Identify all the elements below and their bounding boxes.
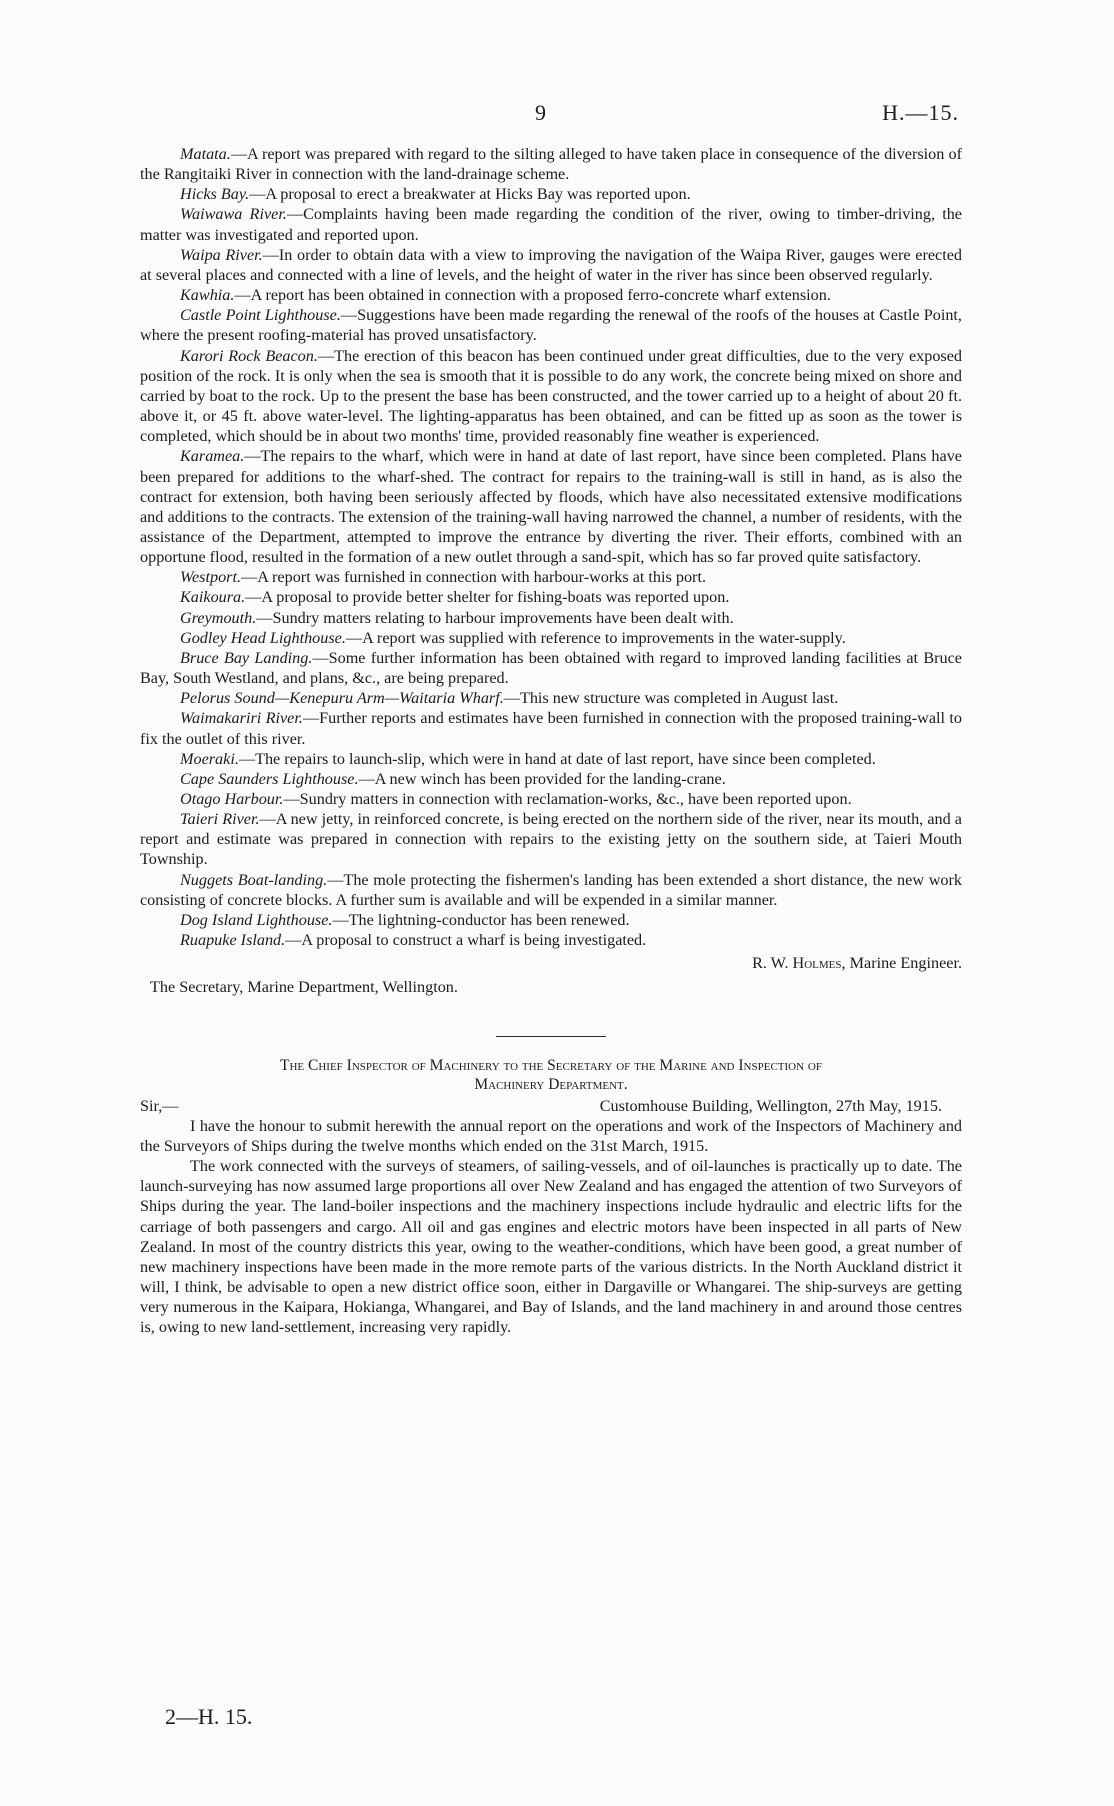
report-entry [140, 285, 962, 305]
entry-title: Karori Rock Beacon. [180, 346, 318, 365]
entry-title: Karamea. [180, 447, 245, 466]
entry-text: —Sundry matters in connection with reclamation-works, &c., have been reported upon. [283, 790, 852, 808]
letter-heading [140, 1056, 962, 1094]
entry-title: Nuggets Boat-landing. [180, 870, 328, 889]
section-divider [496, 1036, 606, 1037]
entry-title: Greymouth. [180, 608, 257, 627]
letter-paragraph: The work connected with the surveys of steamers, of sailing-vessels, and of oil-launches is practically up to date. The launch-surveying has now assumed large proportions all over New Zealand and has engaged the attention of two Surveyors of Ships during the year. The land-boiler inspections and the machinery inspections include hydraulic and electric lifts for the carriage of both passengers and cargo. All oil and gas engines and electric motors have been inspected in all parts of New Zealand. In most of the country districts this year, owing to the weather-conditions, which have been good, a great number of new machinery inspections have been made in the more remote parts of the various districts. In the North Auckland district it will, I think, be advisable to open a new district office soon, either in Dargaville or Whangarei. The ship-surveys are getting very numerous in the Kaipara, Hokianga, Whangarei, and Bay of Islands, and the land machinery in and around those centres is, owing to new land-settlement, increasing very rapidly. [140, 1157, 962, 1337]
report-entry [140, 587, 962, 607]
entry-text: —A report has been obtained in connection with a proposed ferro-concrete wharf extension. [234, 286, 831, 305]
letter-body [140, 1116, 962, 1338]
entry-title: Ruapuke Island. [180, 931, 286, 950]
salutation-dateline [140, 1096, 962, 1116]
dateline: Customhouse Building, Wellington, 27th May, 1915. [599, 1096, 942, 1115]
report-entry [140, 144, 962, 184]
signature-name: R. W. Holmes [752, 954, 842, 973]
report-entry [140, 567, 962, 587]
entry-text: —Suggestions have been made regarding the renewal of the roofs of the houses at Castle Point, where the present roofing-material has proved unsatisfactory. [140, 306, 962, 345]
report-entry [140, 708, 962, 748]
entry-title: Castle Point Lighthouse. [180, 306, 341, 325]
entry-title: Waiwawa River. [180, 205, 287, 224]
entry-text: —This new structure was completed in August last. [503, 689, 839, 708]
signature [140, 953, 962, 973]
report-entry [140, 930, 962, 950]
signature-title: , Marine Engineer. [841, 954, 962, 973]
entry-text: —The mole protecting the fishermen's landing has been extended a short distance, the new work consisting of concrete blocks. A further sum is available and will be expended in a similar manner. [140, 870, 962, 909]
addressee: The Secretary, Marine Department, Wellington. [150, 978, 458, 997]
entry-title: Taieri River. [180, 810, 260, 829]
entry-title: Cape Saunders Lighthouse. [180, 769, 359, 788]
entry-text: —Sundry matters relating to harbour improvements have been dealt with. [256, 608, 734, 627]
entry-title: Waimakariri River. [180, 709, 303, 728]
report-entry [140, 688, 962, 708]
entry-title: Otago Harbour. [180, 790, 284, 808]
report-entry [140, 608, 962, 628]
report-entry [140, 446, 962, 567]
entry-text: —The repairs to the wharf, which were in hand at date of last report, have since been completed. Plans have been prepared for additions to the wharf-shed. The contract for repairs to the training-wall is still in hand, as is also the contract for extension, both having been seriously affected by floods, which have also necessitated extensive modifications and additions to the contracts. The extension of the training-wall having narrowed the channel, a number of residents, with the assistance of the Department, attempted to improve the entrance by diverting the river. Their efforts, combined with an opportune flood, resulted in the formation of a new outlet through a sand-spit, which has so far proved quite satisfactory. [140, 447, 962, 567]
entry-title: Godley Head Lighthouse. [180, 628, 346, 647]
report-entry [140, 749, 962, 769]
entry-text: —Further reports and estimates have been furnished in connection with the proposed training-wall to fix the outlet of this river. [140, 709, 962, 748]
page-number: 9 [535, 100, 546, 125]
entry-title: Westport. [180, 568, 242, 587]
entry-title: Hicks Bay. [180, 185, 250, 204]
entry-text: —A new jetty, in reinforced concrete, is being erected on the northern side of the river, near its mouth, and a report and estimate was prepared in connection with repairs to the existing jetty on the southern side, at Taieri Mouth Township. [140, 810, 962, 869]
report-entry [140, 910, 962, 930]
report-entry [140, 870, 962, 910]
entry-title: Pelorus Sound—Kenepuru Arm—Waitaria Wharf. [180, 689, 504, 708]
entry-title: Kawhia. [180, 286, 235, 305]
report-entry [140, 305, 962, 345]
document-reference: H.—15. [882, 100, 959, 125]
entry-text: —A report was prepared with regard to the silting alleged to have taken place in consequence of the diversion of the Rangitaiki River in connection with the land-drainage scheme. [140, 145, 962, 184]
entry-title: Bruce Bay Landing. [180, 648, 313, 667]
report-entry [140, 184, 962, 204]
entry-title: Kaikoura. [180, 588, 246, 607]
entry-text: —The erection of this beacon has been continued under great difficulties, due to the very exposed position of the rock. It is only when the sea is smooth that it is possible to do any work, the concrete being mixed on shore and carried by boat to the rock. Up to the present the base has been constructed, and the tower carried up to a height of about 20 ft. above it, or 45 ft. above water-level. The lighting-apparatus has been obtained, and can be fitted up as soon as the tower is completed, which should be in about two months' time, provided reasonably fine weather is experienced. [140, 346, 962, 446]
report-entry [140, 648, 962, 688]
report-entry [140, 769, 962, 789]
entry-text: —A report was furnished in connection with harbour-works at this port. [241, 568, 706, 587]
report-entry [140, 245, 962, 285]
report-entry [140, 809, 962, 869]
page-footer: 2—H. 15. [165, 1704, 253, 1729]
entry-title: Dog Island Lighthouse. [180, 910, 333, 929]
entry-text: —The repairs to launch-slip, which were in hand at date of last report, have since been completed. [238, 749, 876, 768]
entry-text: —A proposal to provide better shelter for fishing-boats was reported upon. [245, 588, 730, 607]
report-body [140, 144, 962, 1337]
page-header [0, 100, 1114, 136]
letter-paragraph: I have the honour to submit herewith the annual report on the operations and work of the Inspectors of Machinery and the Surveyors of Ships during the twelve months which ended on the 31st March, 1915. [140, 1116, 962, 1155]
entry-text: —A new winch has been provided for the landing-crane. [358, 769, 726, 788]
letter-heading-line-1: The Chief Inspector of Machinery to the Secretary of the Marine and Inspection of [280, 1056, 822, 1074]
letter-heading-line-2: Machinery Department. [474, 1075, 628, 1093]
entry-text: —Some further information has been obtained with regard to improved landing facilities at Bruce Bay, South Westland, and plans, &c., are being prepared. [140, 648, 962, 688]
entry-text: —A proposal to construct a wharf is being investigated. [285, 931, 647, 950]
report-entry [140, 789, 962, 809]
report-entries [140, 144, 962, 950]
entry-text: —Complaints having been made regarding the condition of the river, owing to timber-driving, the matter was investigated and reported upon. [140, 205, 962, 244]
report-entry [140, 204, 962, 244]
entry-text: —A report was supplied with reference to improvements in the water-supply. [345, 628, 846, 647]
entry-text: —A proposal to erect a breakwater at Hicks Bay was reported upon. [249, 185, 691, 204]
entry-title: Matata. [180, 145, 231, 163]
entry-text: —In order to obtain data with a view to improving the navigation of the Waipa River, gauges were erected at several places and connected with a line of levels, and the height of water in the river has since been observed regularly. [140, 245, 962, 284]
report-entry [140, 628, 962, 648]
report-entry [140, 346, 962, 447]
entry-text: —The lightning-conductor has been renewed. [332, 910, 630, 929]
entry-title: Moeraki. [180, 749, 239, 768]
salutation: Sir,— [140, 1096, 179, 1115]
entry-title: Waipa River. [180, 245, 263, 264]
